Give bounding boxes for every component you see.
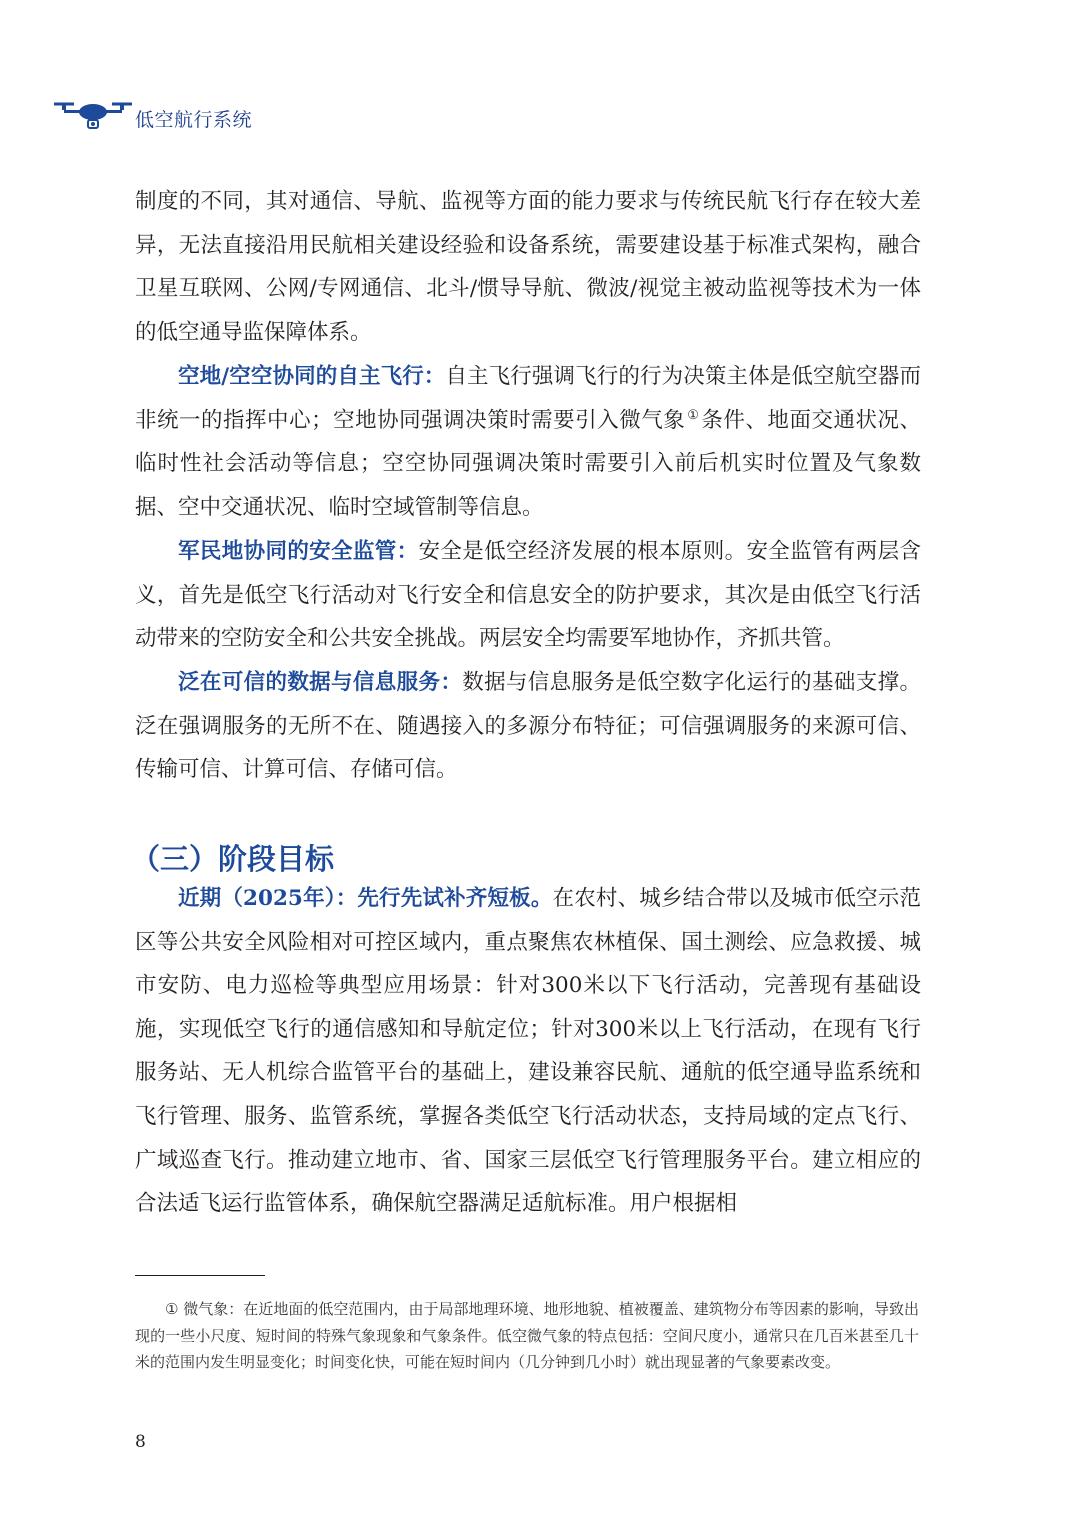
footnote-ref: ① <box>687 407 700 423</box>
paragraph-lead: 泛在可信的数据与信息服务： <box>178 670 463 695</box>
paragraph-text: 数据与信息服务是低空数字化运行的基础支撑。泛在强调服务的无所不在、随遇接入的多源分布特征；可信强调服务的来源可信、传输可信、计算可信、存储可信。 <box>135 670 921 783</box>
footnote: ① 微气象：在近地面的低空范围内，由于局部地理环境、地形地貌、植被覆盖、建筑物分布等因素的影响，导致出现的一些小尺度、短时间的特殊气象现象和气象条件。低空微气象的特点包括：空间尺度小，通常只在几百米甚至几十米的范围内发生明显变化；时间变化快，可能在短时间内（几分钟到几小时）就出现显著的气象要素改变。 <box>135 1300 919 1371</box>
paragraph-lead: 空地/空空协同的自主飞行： <box>178 364 446 389</box>
paragraph-near-term-goal <box>135 877 921 1226</box>
paragraph-text: 安全是低空经济发展的根本原则。安全监管有两层含义，首先是低空飞行活动对飞行安全和信息安全的防护要求，其次是由低空飞行活动带来的空防安全和公共安全挑战。两层安全均需要军地协作，齐抓共管。 <box>135 539 921 652</box>
paragraph-security-supervision <box>135 530 921 661</box>
paragraph-lead: 军民地协同的安全监管： <box>178 539 419 564</box>
paragraph-text: 条件、地面交通状况、临时性社会活动等信息；空空协同强调决策时需要引入前后机实时位置及气象数据、空中交通状况、临时空域管制等信息。 <box>135 407 921 520</box>
page-number: 8 <box>135 1432 146 1452</box>
paragraph-data-services <box>135 661 921 792</box>
paragraph-text: 制度的不同，其对通信、导航、监视等方面的能力要求与传统民航飞行存在较大差异，无法直接沿用民航相关建设经验和设备系统，需要建设基于标准式架构，融合卫星互联网、公网/专网通信、北斗/惯导导航、微波/视觉主被动监视等技术为一体的低空通导监保障体系。 <box>135 189 921 345</box>
drone-icon <box>54 95 134 135</box>
running-header <box>54 95 454 135</box>
section-heading: （三）阶段目标 <box>131 842 335 876</box>
footnote-divider <box>135 1275 265 1276</box>
paragraph-lead: 近期（2025年）：先行先试补齐短板。 <box>178 886 553 911</box>
paragraph-text: 自主飞行强调飞行的行为决策主体是低空航空器而非统一的指挥中心；空地协同强调决策时需要引入微气象 <box>135 364 921 433</box>
paragraph-text: 在农村、城乡结合带以及城市低空示范区等公共安全风险相对可控区域内，重点聚焦农林植保、国土测绘、应急救援、城市安防、电力巡检等典型应用场景：针对300米以下飞行活动，完善现有基础设施，实现低空飞行的通信感知和导航定位；针对300米以上飞行活动，在现有飞行服务站、无人机综合监管平台的基础上，建设兼容民航、通航的低空通导监系统和飞行管理、服务、监管系统，掌握各类低空飞行活动状态，支持局域的定点飞行、广域巡查飞行。推动建立地市、省、国家三层低空飞行管理服务平台。建立相应的合法适飞运行监管体系，确保航空器满足适航标准。用户根据相 <box>135 886 921 1217</box>
paragraph-infrastructure <box>135 180 921 354</box>
running-header-title: 低空航行系统 <box>135 109 253 131</box>
paragraph-autonomous-flight <box>135 355 921 529</box>
